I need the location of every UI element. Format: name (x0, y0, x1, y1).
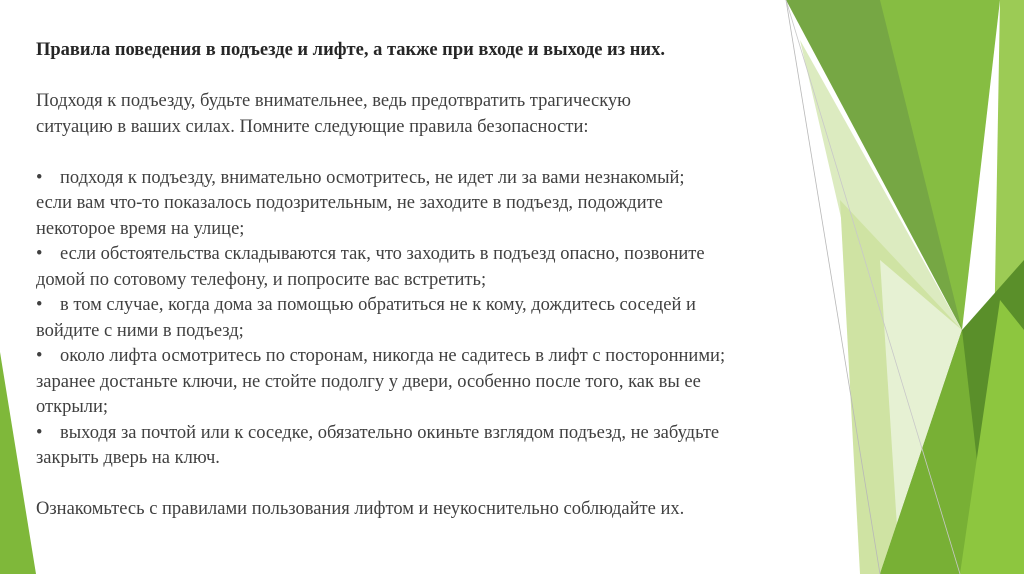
bullet-item (36, 293, 836, 344)
bullet-text: если обстоятельства складываются так, что заходить в подъезд опасно, позвоните (60, 244, 705, 264)
bullet-line (36, 293, 836, 319)
bullet-line (36, 166, 836, 192)
intro-line: ситуацию в ваших силах. Помните следующие правила безопасности: (36, 116, 589, 137)
slide-title: Правила поведения в подъезде и лифте, а также при входе и выходе из них. (36, 40, 665, 60)
bullet-line (36, 421, 836, 447)
bullet-line: заранее достаньте ключи, не стойте подолгу у двери, особенно после того, как вы ее (36, 371, 701, 392)
spacer (36, 472, 836, 498)
bullet-item (36, 242, 836, 293)
closing-line: Ознакомьтесь с правилами пользования лифтом и неукоснительно соблюдайте их. (36, 499, 685, 519)
bullet-text: подходя к подъезду, внимательно осмотритесь, не идет ли за вами незнакомый; (60, 167, 685, 188)
spacer (36, 140, 836, 166)
bullet-line: войдите с ними в подъезд; (36, 320, 244, 341)
bullet-line: закрыть дверь на ключ. (36, 448, 220, 468)
bullet-dot: • (36, 422, 43, 443)
bullet-line: открыли; (36, 397, 109, 417)
slide-text (36, 38, 836, 523)
bullet-text: в том случае, когда дома за помощью обратиться не к кому, дождитесь соседей и (60, 295, 696, 315)
bullet-dot: • (36, 244, 43, 264)
bullet-text: около лифта осмотритесь по сторонам, никогда не садитесь в лифт с посторонними; (60, 346, 726, 366)
bullet-dot: • (36, 346, 43, 366)
bullet-item (36, 166, 836, 243)
bullet-item (36, 421, 836, 472)
bullet-dot: • (36, 167, 43, 188)
bullet-text: выходя за почтой или к соседке, обязательно окиньте взглядом подъезд, не забудьте (60, 422, 720, 443)
bullet-item (36, 344, 836, 421)
bullet-dot: • (36, 295, 43, 315)
bullet-line: домой по сотовому телефону, и попросите вас встретить; (36, 269, 487, 290)
left-sliver (0, 352, 36, 574)
bullet-line: если вам что-то показалось подозрительным, не заходите в подъезд, подождите (36, 193, 663, 213)
bullet-line (36, 344, 836, 370)
spacer (36, 64, 836, 90)
intro-line: Подходя к подъезду, будьте внимательнее, ведь предотвратить трагическую (36, 91, 632, 111)
bullet-line: некоторое время на улице; (36, 218, 245, 239)
bullet-line (36, 242, 836, 268)
